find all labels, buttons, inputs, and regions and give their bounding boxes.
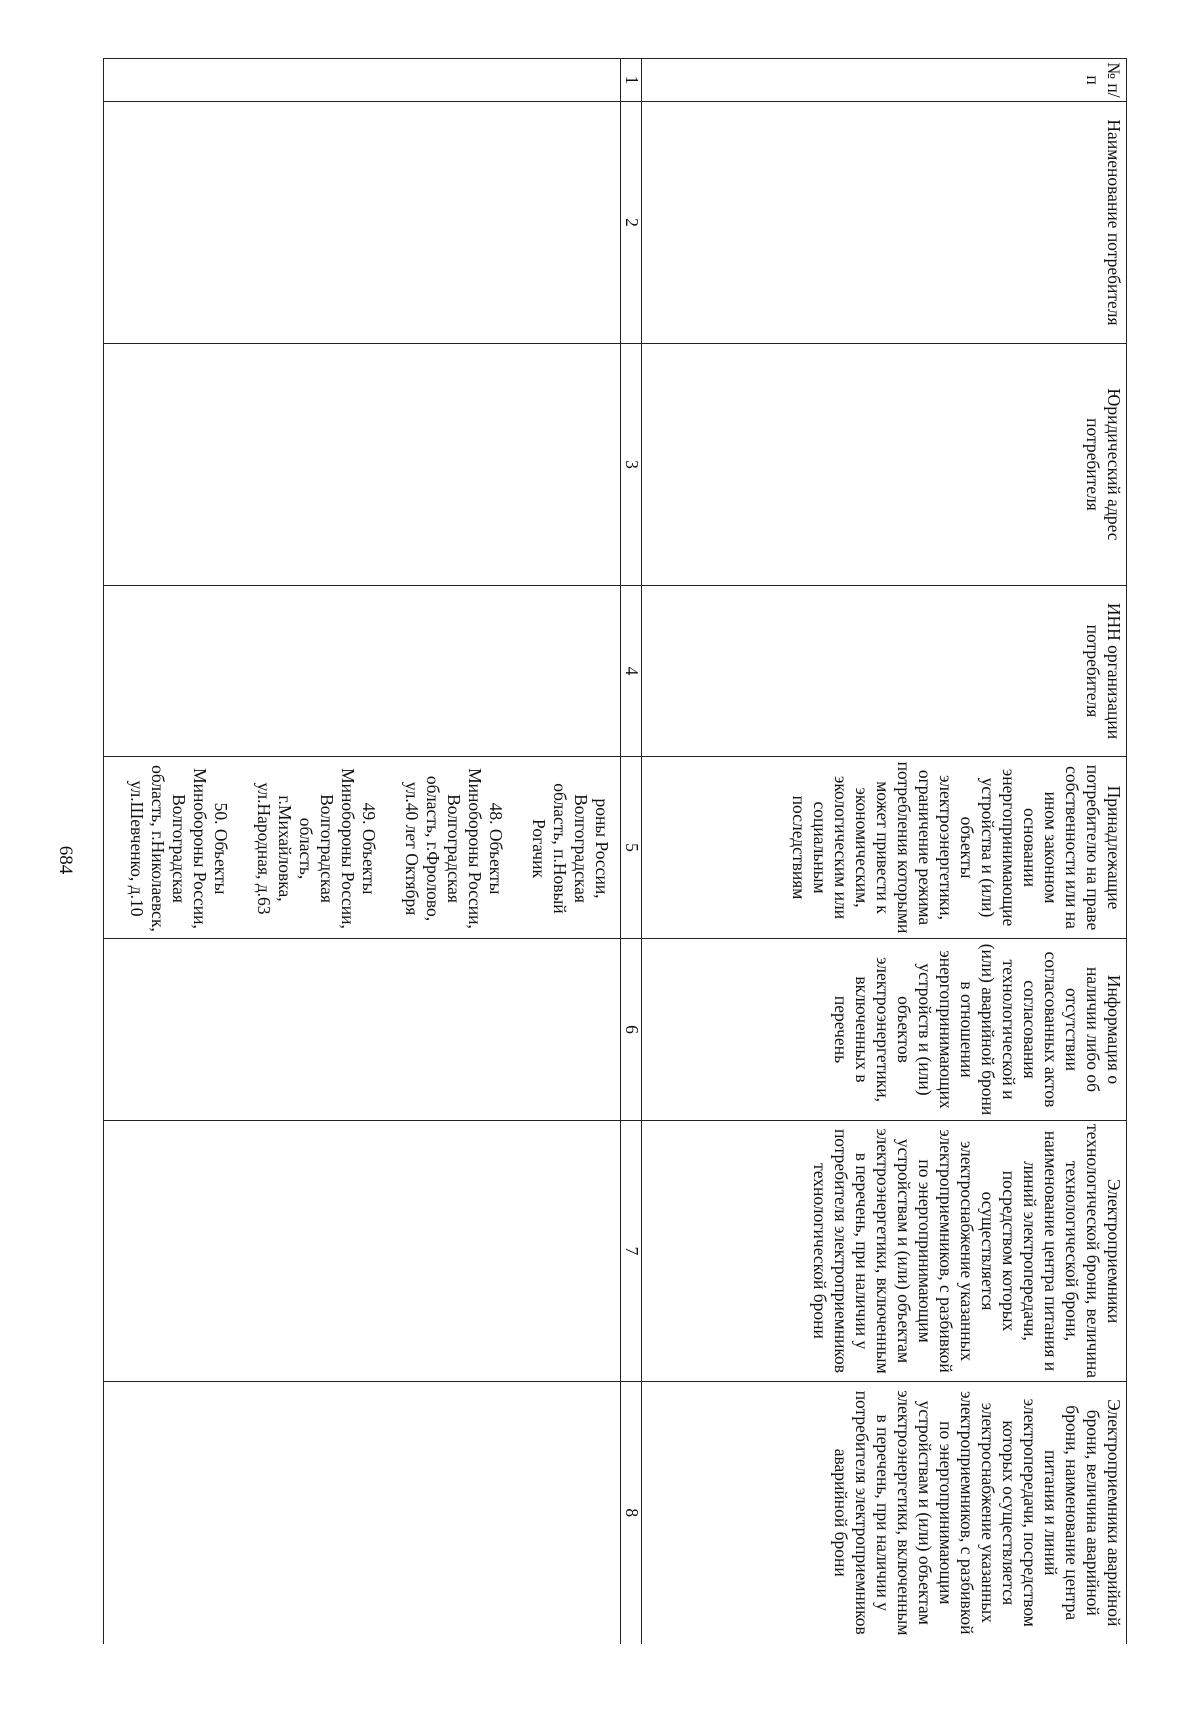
list-item: 50. Объекты Минобороны России, Волгоградская область, г.Николаевск, ул.Шевченко, д.10	[127, 765, 231, 932]
column-number: 6	[621, 939, 642, 1121]
header-row	[642, 59, 1127, 1644]
column-number-row	[621, 59, 642, 1644]
page-number: 684	[55, 845, 76, 875]
header-cell-technological-reserve: Электроприемники технологической брони, величина технологической брони, наименование центра питания и линий электропередачи, посредством которых осуществляется электроснабжение указанных электроприемников, с разбивкой по энергопринимающим устройствам и (или) объектам электроэнергетики, включенным в перечень, при наличии у потребителя электроприемников технологической брони	[642, 1121, 1127, 1382]
column-number: 4	[621, 586, 642, 757]
rotated-table-container	[107, 58, 1127, 1643]
header-cell-consumer-name: Наименование потребителя	[642, 102, 1127, 344]
header-cell-inn: ИНН организации потребителя	[642, 586, 1127, 757]
column-number: 5	[621, 757, 642, 939]
column-number: 7	[621, 1121, 642, 1382]
column-number: 2	[621, 102, 642, 344]
header-cell-number: № п/п	[642, 59, 1127, 102]
table-cell-empty	[104, 59, 621, 102]
table-cell-entries	[104, 757, 621, 939]
table-cell-empty	[104, 586, 621, 757]
table-cell-empty	[104, 344, 621, 586]
header-cell-legal-address: Юридический адрес потребителя	[642, 344, 1127, 586]
list-item: 49. Объекты Минобороны России, Волгоградская область, г.Михайловка, ул.Народная, д.63	[254, 768, 379, 929]
header-cell-emergency-reserve: Электроприемники аварийной брони, величина аварийной брони, наименование центра питания и линий электропередачи, посредством которых осуществляется электроснабжение указанных электроприемников, с разбивкой по энергопринимающим устройствам и (или) объектам электроэнергетики, включенным в перечень, при наличии у потребителя электроприемников аварийной брони	[642, 1382, 1127, 1644]
table-cell-empty	[104, 1382, 621, 1644]
column-number: 8	[621, 1382, 642, 1644]
header-cell-acts-info: Информация о наличии либо об отсутствии согласованных актов согласования технологической и (или) аварийной брони в отношении энергопринимающих устройств и (или) объектов электроэнергетики, включенных в перечень	[642, 939, 1127, 1121]
table-cell-empty	[104, 102, 621, 344]
header-cell-devices: Принадлежащие потребителю на праве собственности или на ином законном основании энергопринимающие устройства и (или) объекты электроэнергетики, ограничение режима потребления которыми может привести к экономическим, экологическим или социальным последствиям	[642, 757, 1127, 939]
list-item: 48. Объекты Минобороны России, Волгоградская область, г.Фролово, ул.40 лет Октября	[402, 768, 506, 929]
consumer-table	[103, 58, 1127, 1644]
list-item: роны России, Волгоградская область, п.Новый Рогачик	[529, 783, 612, 914]
column-number: 1	[621, 59, 642, 102]
table-cell-empty	[104, 1121, 621, 1382]
column-number: 3	[621, 344, 642, 586]
table-cell-empty	[104, 939, 621, 1121]
table-body-row	[104, 59, 621, 1644]
